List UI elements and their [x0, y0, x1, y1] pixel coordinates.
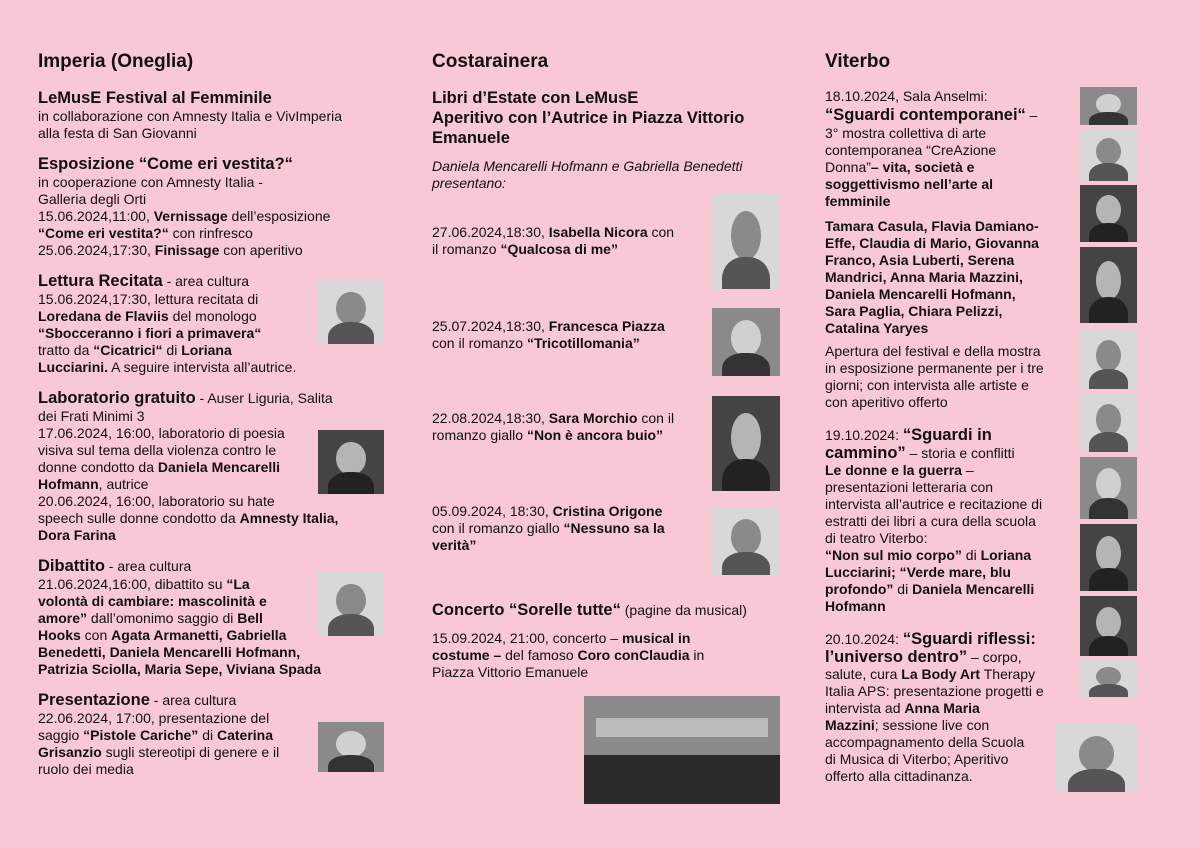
text-line: 17.06.2024, 16:00, laboratorio di poesia: [38, 425, 285, 441]
text-line: 20.06.2024, 16:00, laboratorio su hate: [38, 493, 275, 509]
photo-nicora: [712, 194, 780, 289]
column-title: Viterbo: [825, 51, 891, 72]
text-line: 22.06.2024, 17:00, presentazione del: [38, 710, 270, 726]
text-line: con il romanzo giallo “Nessuno sa la: [432, 520, 665, 536]
text-line: Benedetti, Daniela Mencarelli Hofmann,: [38, 644, 301, 660]
text-line: Patrizia Sciolla, Maria Sepe, Viviana Spada: [38, 661, 321, 677]
text-line: cammino” – storia e conflitti: [825, 444, 1015, 462]
column-title: Costarainera: [432, 51, 549, 72]
text-line: volontà di cambiare: mascolinità e: [38, 593, 267, 609]
photo-artist-2: [1080, 129, 1137, 181]
text-line: “Non sul mio corpo” di Loriana: [825, 547, 1032, 563]
column-imperia: [38, 48, 393, 790]
text-line: femminile: [825, 193, 891, 209]
text-line: offerto alla cittadinanza.: [825, 768, 973, 784]
text-line: in esposizione permanente per i tre: [825, 360, 1044, 376]
photo-artist-5: [1080, 329, 1137, 389]
text-line: 3° mostra collettiva di arte: [825, 125, 987, 141]
text-line: 15.06.2024,11:00, Vernissage dell’esposizione: [38, 208, 331, 224]
text-line: Piazza Vittorio Emanuele: [432, 664, 589, 680]
photo-body-art: [1056, 724, 1137, 792]
text-line: Effe, Claudia di Mario, Giovanna: [825, 235, 1039, 251]
text-line: Mandrici, Anna Maria Mazzini,: [825, 269, 1023, 285]
text-line: profondo” di Daniela Mencarelli: [825, 581, 1035, 597]
text-line: di teatro Viterbo:: [825, 530, 928, 546]
text-line: amore” dall’omonimo saggio di Bell: [38, 610, 263, 626]
text-line: donne condotto da Daniela Mencarelli: [38, 459, 281, 475]
photo-dibattito: [318, 572, 384, 636]
text-line: 25.07.2024,18:30, Francesca Piazza: [432, 318, 665, 334]
event-origone: [432, 503, 702, 554]
text-line: Grisanzio sugli stereotipi di genere e il: [38, 744, 280, 760]
text-line: Dora Farina: [38, 527, 116, 543]
event-piazza: [432, 318, 702, 352]
photo-artist-3: [1080, 185, 1137, 242]
text-line: Hofmann, autrice: [38, 476, 149, 492]
section-title: Lettura Recitata - area cultura: [38, 272, 250, 290]
event-nicora: [432, 224, 702, 258]
section-title: Esposizione “Come eri vestita?“: [38, 155, 293, 173]
event-morchio: [432, 410, 702, 444]
text-line: 15.09.2024, 21:00, concerto – musical in: [432, 630, 691, 646]
text-line: 25.06.2024,17:30, Finissage con aperitivo: [38, 242, 303, 258]
text-line: Mazzini; sessione live con: [825, 717, 990, 733]
section-title: Laboratorio gratuito - Auser Liguria, Salita: [38, 389, 333, 407]
photo-choir: [584, 696, 780, 804]
photo-morchio: [712, 396, 780, 491]
text-line: costume – del famoso Coro conClaudia in: [432, 647, 705, 663]
section-festival: [38, 88, 393, 142]
section-contemporanei: [825, 88, 1070, 411]
text-line: “Sbocceranno i fiori a primavera“: [38, 325, 262, 341]
section-title: Aperitivo con l’Autrice in Piazza Vittorio: [432, 109, 745, 127]
text-line: contemporanea “CreAzione: [825, 142, 997, 158]
photo-artist-8: [1080, 524, 1137, 591]
intro-line: presentano:: [432, 175, 506, 191]
text-line: salute, cura La Body Art Therapy: [825, 666, 1036, 682]
text-line: 05.09.2024, 18:30, Cristina Origone: [432, 503, 663, 519]
section-esposizione: [38, 154, 393, 259]
text-line: giorni; con intervista alle artiste e: [825, 377, 1029, 393]
text-line: 21.06.2024,16:00, dibattito su “La: [38, 576, 250, 592]
column-costarainera: [432, 48, 782, 680]
section-title: Presentazione - area cultura: [38, 691, 237, 709]
section-title: LeMusE Festival al Femminile: [38, 89, 272, 107]
text-line: presentazioni letteraria con: [825, 479, 994, 495]
text-line: Daniela Mencarelli Hofmann,: [825, 286, 1016, 302]
text-line: Catalina Yaryes: [825, 320, 929, 336]
section-title: Dibattito - area cultura: [38, 557, 192, 575]
text-line: ruolo dei media: [38, 761, 134, 777]
column-title: Imperia (Oneglia): [38, 51, 194, 72]
text-line: Sara Paglia, Chiara Pelizzi,: [825, 303, 1003, 319]
text-line: soggettivismo nell’arte al: [825, 176, 994, 192]
text-line: 22.08.2024,18:30, Sara Morchio con il: [432, 410, 675, 426]
text-line: Donna”– vita, società e: [825, 159, 975, 175]
text-line: in cooperazione con Amnesty Italia -: [38, 174, 263, 190]
section-concerto: [432, 600, 782, 681]
text-line: “Come eri vestita?“ con rinfresco: [38, 225, 253, 241]
text-line: 27.06.2024,18:30, Isabella Nicora con: [432, 224, 675, 240]
text-line: accompagnamento della Scuola: [825, 734, 1025, 750]
text-line: intervista all’autrice e recitazione di: [825, 496, 1043, 512]
text-line: alla festa di San Giovanni: [38, 125, 197, 141]
photo-daniela: [318, 430, 384, 494]
photo-artist-6: [1080, 394, 1137, 452]
text-line: speech sulle donne condotto da Amnesty Italia,: [38, 510, 339, 526]
text-line: saggio “Pistole Cariche” di Caterina: [38, 727, 274, 743]
section-title: Libri d’Estate con LeMusE: [432, 89, 639, 107]
text-line: Loredana de Flaviis del monologo: [38, 308, 257, 324]
text-line: 15.06.2024,17:30, lettura recitata di: [38, 291, 259, 307]
text-line: Tamara Casula, Flavia Damiano-: [825, 218, 1039, 234]
text-line: romanzo giallo “Non è ancora buio”: [432, 427, 664, 443]
text-line: visiva sul tema della violenza contro le: [38, 442, 277, 458]
section-title: Emanuele: [432, 129, 510, 147]
text-line: Apertura del festival e della mostra: [825, 343, 1041, 359]
photo-artist-7: [1080, 457, 1137, 519]
text-line: dei Frati Minimi 3: [38, 408, 145, 424]
text-line: in collaborazione con Amnesty Italia e VivImperia: [38, 108, 343, 124]
text-line: Hofmann: [825, 598, 886, 614]
section-title: 19.10.2024: “Sguardi in: [825, 426, 992, 444]
text-line: Italia APS: presentazione progetti e: [825, 683, 1044, 699]
intro-line: Daniela Mencarelli Hofmann e Gabriella Benedetti: [432, 158, 743, 174]
text-line: l’universo dentro” – corpo,: [825, 648, 1022, 666]
text-line: Le donne e la guerra –: [825, 462, 974, 478]
photo-artist-4: [1080, 247, 1137, 323]
text-line: con aperitivo offerto: [825, 394, 948, 410]
text-line: estratti dei libri a cura della scuola: [825, 513, 1036, 529]
photo-artist-1: [1080, 87, 1137, 125]
text-line: Lucciarini; “Verde mare, blu: [825, 564, 1011, 580]
section-cammino: [825, 425, 1070, 615]
text-line: Hooks con Agata Armanetti, Gabriella: [38, 627, 287, 643]
text-line: intervista ad Anna Maria: [825, 700, 980, 716]
section-title: 20.10.2024: “Sguardi riflessi:: [825, 630, 1036, 648]
photo-origone: [712, 507, 780, 575]
section-riflessi: [825, 629, 1070, 785]
section-title: “Sguardi contemporanei“ –: [825, 106, 1038, 124]
text-line: tratto da “Cicatrici“ di Loriana: [38, 342, 232, 358]
text-line: verità”: [432, 537, 477, 553]
text-line: con il romanzo “Tricotillomania”: [432, 335, 640, 351]
text-line: Galleria degli Orti: [38, 191, 147, 207]
text-line: di Musica di Viterbo; Aperitivo: [825, 751, 1009, 767]
photo-artist-9: [1080, 596, 1137, 656]
section-title: Concerto “Sorelle tutte“ (pagine da musical): [432, 601, 747, 619]
photo-caterina: [318, 722, 384, 772]
photo-piazza: [712, 308, 780, 376]
text-line: il romanzo “Qualcosa di me”: [432, 241, 618, 257]
text-line: Franco, Asia Luberti, Serena: [825, 252, 1015, 268]
photo-artist-10: [1080, 660, 1137, 697]
photo-loredana: [318, 280, 384, 344]
text-line: 18.10.2024, Sala Anselmi:: [825, 88, 988, 104]
text-line: Lucciarini. A seguire intervista all’autrice.: [38, 359, 297, 375]
